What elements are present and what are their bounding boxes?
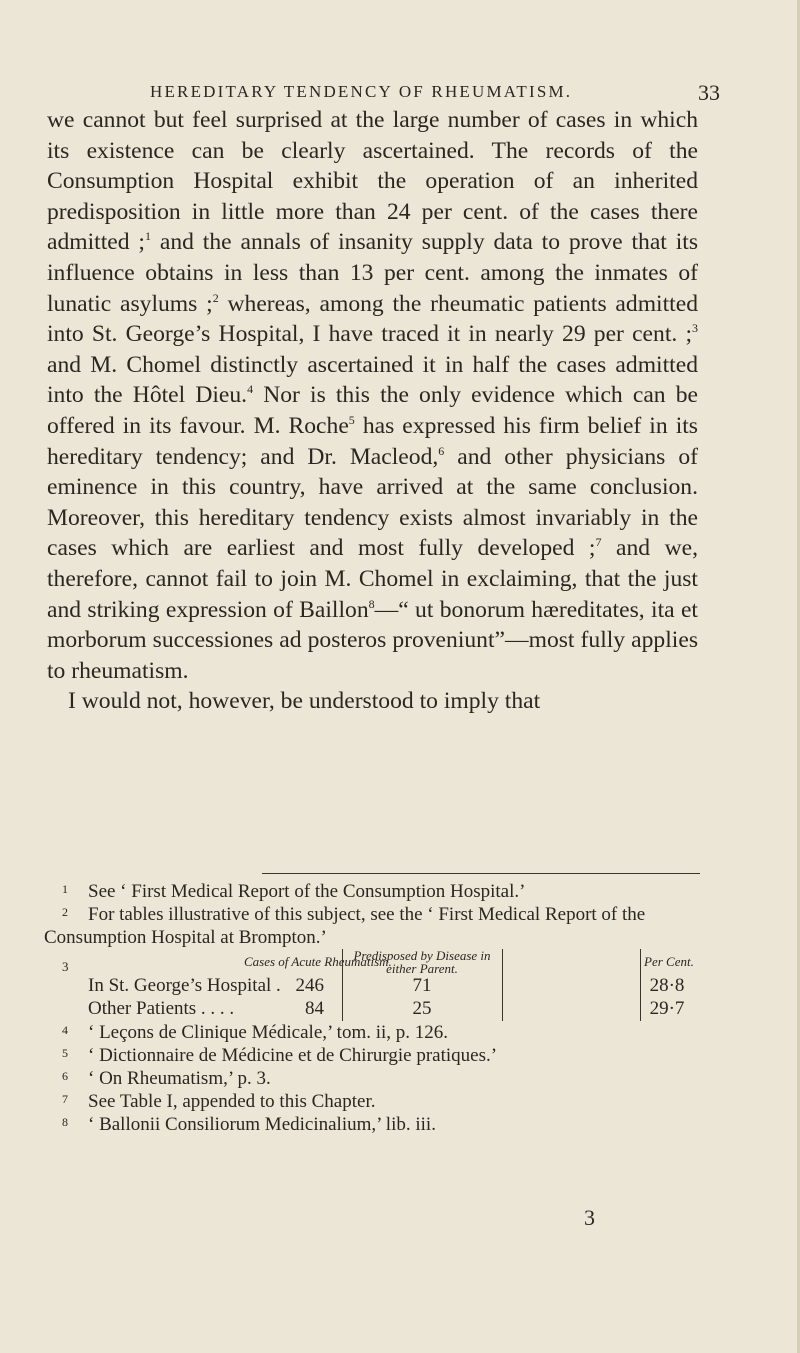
table-divider <box>640 949 641 1021</box>
footnote-ref-6: 6 <box>438 443 445 458</box>
footnote-mark: 2 <box>62 905 68 919</box>
footnote-ref-1: 1 <box>144 229 151 244</box>
footnote-mark: 3 <box>62 959 69 974</box>
footnote-rule <box>262 873 700 874</box>
table-cell-cases: 84 <box>305 998 324 1019</box>
footnote-2: 2 For tables illustrative of this subject, see the ‘ First Medical Report of the Consumption Hospital at Brompton.’ <box>44 904 646 948</box>
footnote-mark: 7 <box>62 1092 68 1106</box>
table-divider <box>342 949 343 1021</box>
table-header-cases: Cases of Acute Rheumatism. <box>244 954 392 969</box>
footnote-8: 8 ‘ Ballonii Consiliorum Medicinalium,’ lib. iii. <box>62 1114 436 1135</box>
footnote-mark: 4 <box>62 1023 68 1037</box>
running-title: HEREDITARY TENDENCY OF RHEUMATISM. <box>150 82 573 101</box>
table-cell-percent: 28·8 <box>649 975 685 996</box>
table-row-label: In St. George’s Hospital . <box>88 975 281 996</box>
footnote-ref-2: 2 <box>212 290 219 305</box>
footnote-mark: 5 <box>62 1046 68 1060</box>
footnote-mark: 6 <box>62 1069 68 1083</box>
table-divider <box>502 949 503 1021</box>
table-cell-cases: 246 <box>295 975 324 996</box>
footnote-1: 1 See ‘ First Medical Report of the Consumption Hospital.’ <box>62 881 526 902</box>
footnote-6: 6 ‘ On Rheumatism,’ p. 3. <box>62 1068 271 1089</box>
footnote-ref-8: 8 <box>368 596 375 611</box>
table-header-percent: Per Cent. <box>644 954 694 969</box>
footnote-ref-3: 3 <box>692 321 698 336</box>
paragraph-1: we cannot but feel surprised at the large number of cases in which its existence can be clearly ascertained. The records of the Consumption Hospital exhibit the operation of an inherited predisposition in little more than 24 per cent. of the cases there admitted ;$^1$ and the annals of insanity supply data to prove that its influence obtains in less than 13 per cent. among the inmates of lunatic asylums ;$^2$ whereas, among the rheumatic patients admitted into St. George’s Hospital, I have traced it in nearly 29 per cent. ;$^3$ and M. Chomel distinctly ascertained it in half the cases admitted into the Hôtel Dieu.$^4$ Nor is this the only evidence which can be offered in its favour. M. Roche$^5$ has expressed his firm belief in its hereditary tendency; and Dr. Macleod,$^6$ and other physicians of eminence in this country, have arrived at the same conclusion. Moreover, this hereditary tendency exists almost invariably in the cases which are earliest and most fully developed ;$^7$ and we, therefore, cannot fail to join M. Chomel in exclaiming, that the just and striking expression of Baillon$^8$—“ ut bonorum hæreditates, ita et morborum successiones ad posteros proveniunt”—most fully applies to rheumatism. <box>47 107 698 684</box>
footnote-5: 5 ‘ Dictionnaire de Médicine et de Chirurgie pratiques.’ <box>62 1045 498 1066</box>
paragraph-2: I would not, however, be understood to imply that <box>68 688 541 715</box>
page-number: 33 <box>698 80 720 105</box>
footnote-7: 7 See Table I, appended to this Chapter. <box>62 1091 376 1112</box>
body-text <box>47 105 698 717</box>
table-row-label: Other Patients . . . . <box>88 998 235 1019</box>
footnote-mark: 1 <box>62 882 68 896</box>
table-cell-predisposed: 25 <box>412 998 432 1019</box>
footnote-ref-4: 4 <box>247 382 254 397</box>
footnotes <box>44 880 704 1136</box>
signature-mark: 3 <box>584 1205 595 1230</box>
footnote-ref-5: 5 <box>348 412 355 427</box>
footnote-ref-7: 7 <box>595 535 602 550</box>
footnote-4: 4 ‘ Leçons de Clinique Médicale,’ tom. ii, p. 126. <box>62 1022 449 1043</box>
table-cell-predisposed: 71 <box>412 975 432 996</box>
table-cell-percent: 29·7 <box>649 998 685 1019</box>
table-header-predisposed: Predisposed by Disease in either Parent. <box>353 948 491 976</box>
footnote-3-table <box>44 949 704 1021</box>
running-head <box>100 80 720 106</box>
footnote-mark: 8 <box>62 1115 68 1129</box>
